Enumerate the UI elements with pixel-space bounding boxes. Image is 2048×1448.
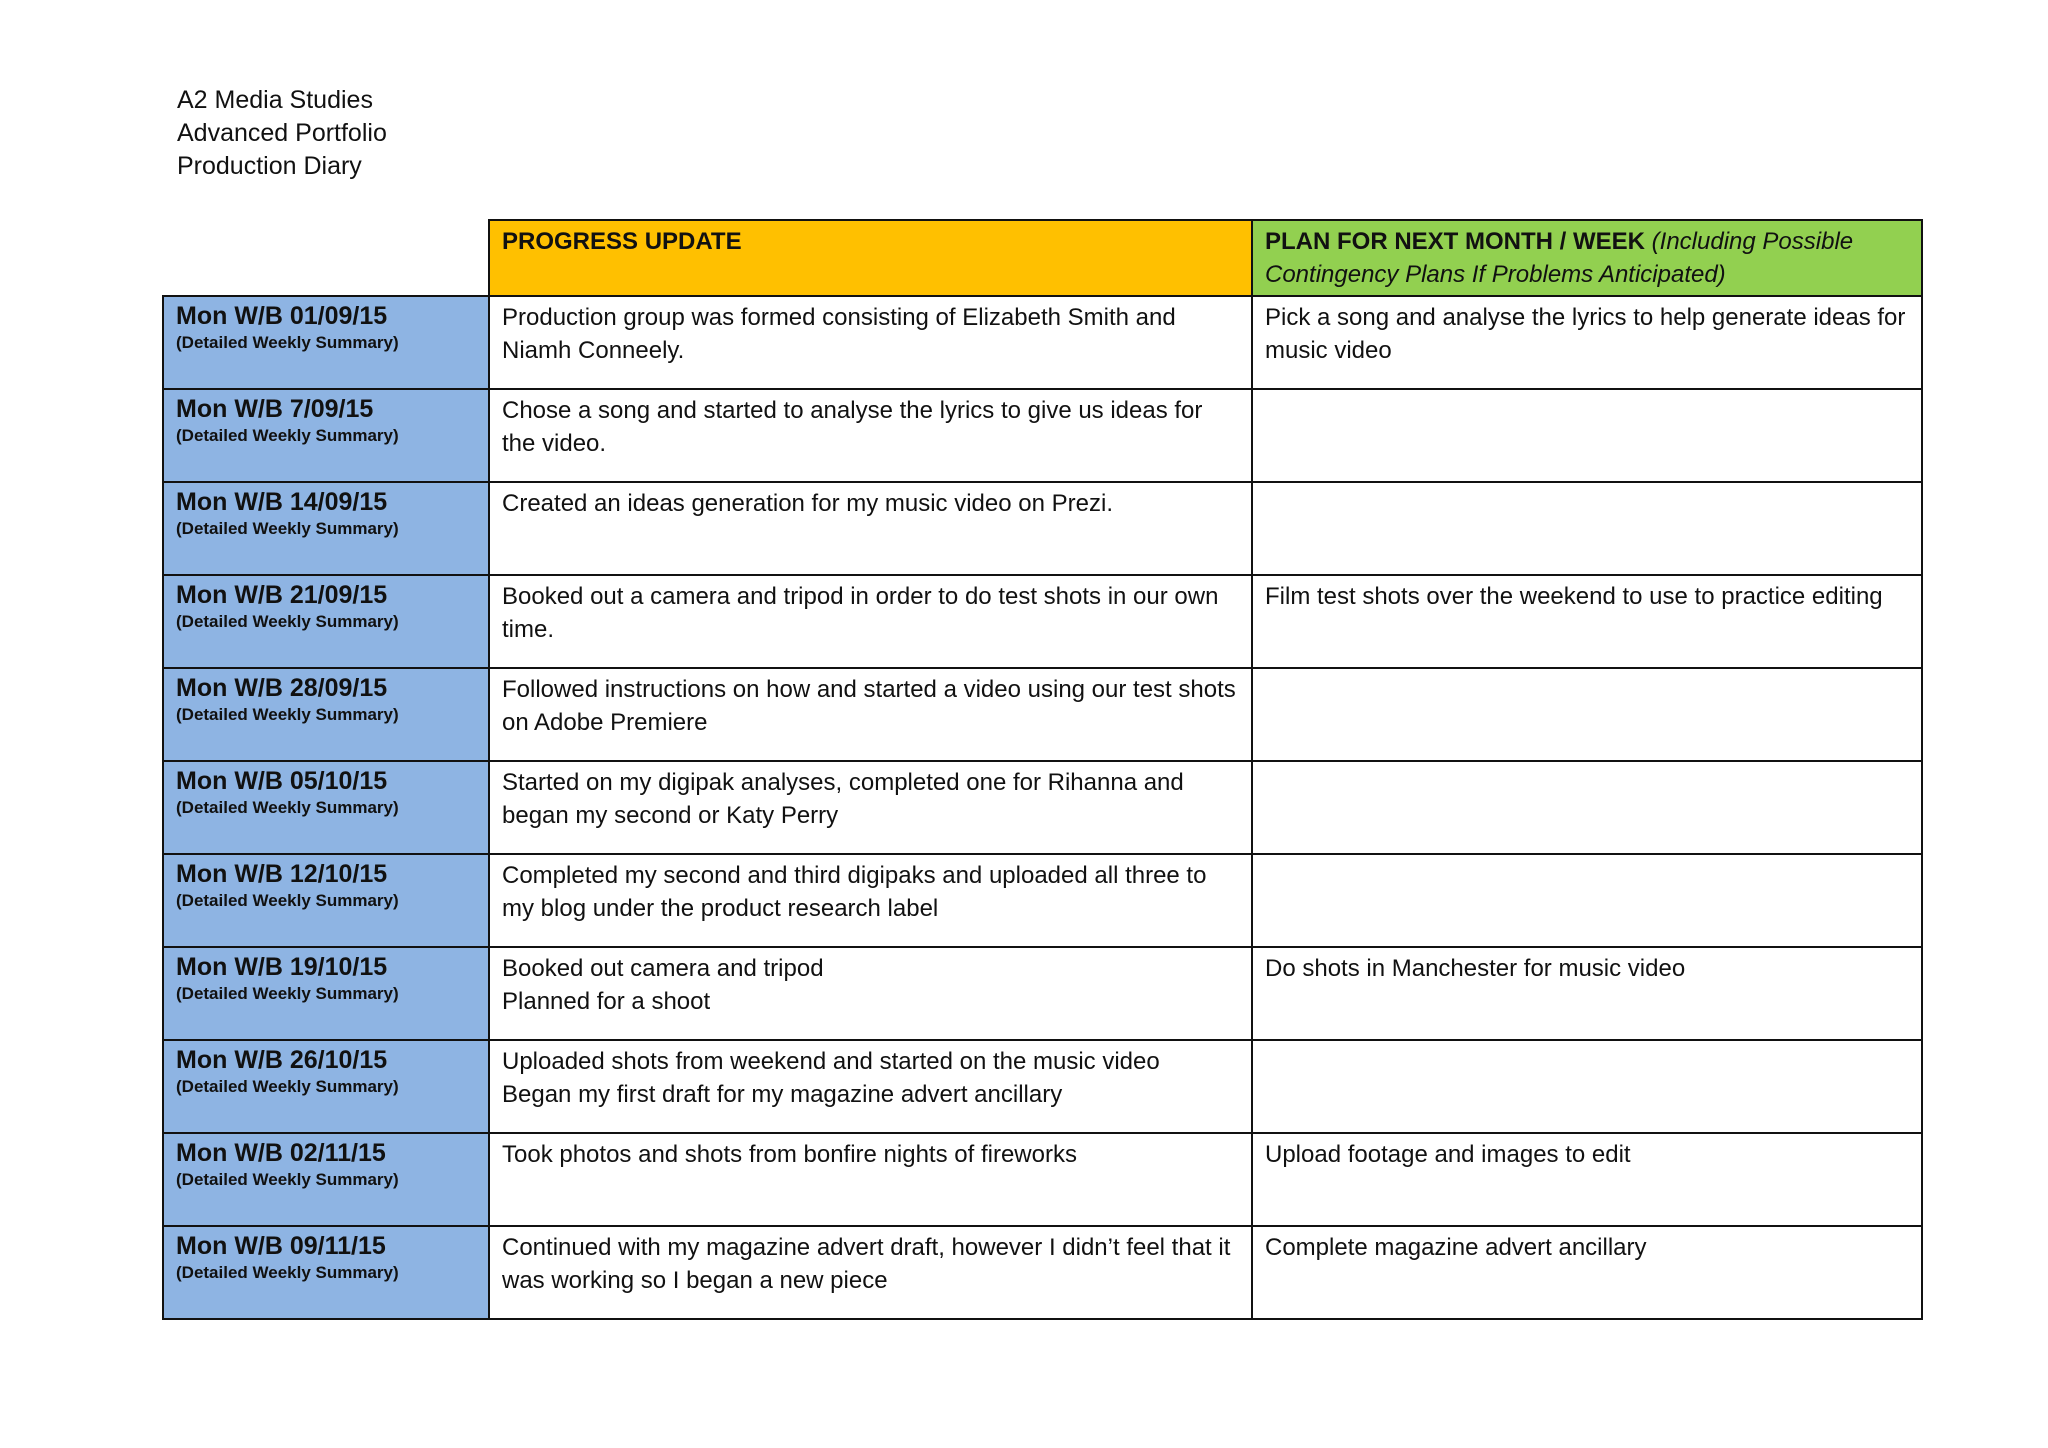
progress-cell bbox=[489, 761, 1252, 854]
week-label: Mon W/B 7/09/15 bbox=[176, 395, 374, 423]
heading-unit: Advanced Portfolio bbox=[177, 119, 387, 147]
plan-next-header bbox=[1252, 220, 1922, 296]
progress-text: Chose a song and started to analyse the lyrics to give us ideas for the video. bbox=[502, 397, 1203, 457]
heading-course: A2 Media Studies bbox=[177, 86, 373, 114]
progress-cell bbox=[489, 1133, 1252, 1226]
week-summary-label: (Detailed Weekly Summary) bbox=[176, 612, 399, 631]
table-row bbox=[163, 854, 1922, 947]
plan-text: Pick a song and analyse the lyrics to help generate ideas for music video bbox=[1265, 304, 1906, 364]
progress-text: Took photos and shots from bonfire nights of fireworks bbox=[502, 1141, 1077, 1168]
progress-cell bbox=[489, 1226, 1252, 1319]
plan-cell bbox=[1252, 575, 1922, 668]
plan-text: Complete magazine advert ancillary bbox=[1265, 1234, 1647, 1261]
plan-cell bbox=[1252, 1040, 1922, 1133]
progress-text: Booked out a camera and tripod in order to do test shots in our own time. bbox=[502, 583, 1219, 643]
table-row bbox=[163, 1226, 1922, 1319]
table-row bbox=[163, 296, 1922, 389]
plan-text: Film test shots over the weekend to use to practice editing bbox=[1265, 583, 1883, 610]
week-summary-label: (Detailed Weekly Summary) bbox=[176, 1170, 399, 1189]
progress-cell bbox=[489, 1040, 1252, 1133]
week-label: Mon W/B 09/11/15 bbox=[176, 1232, 386, 1260]
week-summary-label: (Detailed Weekly Summary) bbox=[176, 426, 399, 445]
plan-text: Upload footage and images to edit bbox=[1265, 1141, 1631, 1168]
plan-cell bbox=[1252, 389, 1922, 482]
week-summary-label: (Detailed Weekly Summary) bbox=[176, 798, 399, 817]
progress-text: Planned for a shoot bbox=[502, 988, 711, 1015]
week-cell bbox=[163, 947, 489, 1040]
progress-cell bbox=[489, 389, 1252, 482]
progress-text: Completed my second and third digipaks and uploaded all three to my blog under the product research label bbox=[502, 862, 1207, 922]
plan-cell bbox=[1252, 947, 1922, 1040]
plan-text: Do shots in Manchester for music video bbox=[1265, 955, 1686, 982]
diary-table-body bbox=[163, 220, 1922, 1319]
table-row bbox=[163, 389, 1922, 482]
week-summary-label: (Detailed Weekly Summary) bbox=[176, 984, 399, 1003]
week-cell bbox=[163, 389, 489, 482]
week-cell bbox=[163, 575, 489, 668]
week-label: Mon W/B 02/11/15 bbox=[176, 1139, 386, 1167]
plan-cell bbox=[1252, 668, 1922, 761]
progress-text: Started on my digipak analyses, completed one for Rihanna and began my second or Katy Perry bbox=[502, 769, 1184, 829]
week-cell bbox=[163, 761, 489, 854]
progress-cell bbox=[489, 482, 1252, 575]
document-heading bbox=[177, 84, 387, 183]
week-summary-label: (Detailed Weekly Summary) bbox=[176, 705, 399, 724]
week-cell bbox=[163, 1226, 489, 1319]
plan-cell bbox=[1252, 1226, 1922, 1319]
week-cell bbox=[163, 482, 489, 575]
week-label: Mon W/B 12/10/15 bbox=[176, 860, 388, 888]
table-row bbox=[163, 1133, 1922, 1226]
progress-cell bbox=[489, 575, 1252, 668]
table-row bbox=[163, 761, 1922, 854]
week-cell bbox=[163, 1040, 489, 1133]
progress-cell bbox=[489, 668, 1252, 761]
progress-text: Booked out camera and tripod bbox=[502, 955, 824, 982]
week-label: Mon W/B 21/09/15 bbox=[176, 581, 388, 609]
heading-title: Production Diary bbox=[177, 152, 362, 180]
progress-cell bbox=[489, 854, 1252, 947]
plan-cell bbox=[1252, 482, 1922, 575]
plan-cell bbox=[1252, 854, 1922, 947]
week-summary-label: (Detailed Weekly Summary) bbox=[176, 333, 399, 352]
table-row bbox=[163, 668, 1922, 761]
plan-header-note: (Including Possible Contingency Plans If Problems Anticipated) bbox=[1265, 228, 1854, 288]
progress-text: Continued with my magazine advert draft, however I didn’t feel that it was working so I began a new piece bbox=[502, 1234, 1231, 1294]
week-summary-label: (Detailed Weekly Summary) bbox=[176, 1263, 399, 1282]
week-summary-label: (Detailed Weekly Summary) bbox=[176, 891, 399, 910]
week-label: Mon W/B 05/10/15 bbox=[176, 767, 388, 795]
week-label: Mon W/B 19/10/15 bbox=[176, 953, 388, 981]
progress-text: Uploaded shots from weekend and started on the music video bbox=[502, 1048, 1160, 1075]
progress-text: Followed instructions on how and started a video using our test shots on Adobe Premiere bbox=[502, 676, 1236, 736]
progress-text: Created an ideas generation for my music video on Prezi. bbox=[502, 490, 1113, 517]
progress-cell bbox=[489, 296, 1252, 389]
plan-cell bbox=[1252, 296, 1922, 389]
week-label: Mon W/B 28/09/15 bbox=[176, 674, 388, 702]
week-summary-label: (Detailed Weekly Summary) bbox=[176, 519, 399, 538]
progress-update-header: PROGRESS UPDATE bbox=[489, 220, 1252, 296]
plan-header-main: PLAN FOR NEXT MONTH / WEEK bbox=[1265, 228, 1645, 255]
table-header-row bbox=[163, 220, 1922, 296]
table-row bbox=[163, 947, 1922, 1040]
progress-text: Began my first draft for my magazine advert ancillary bbox=[502, 1081, 1063, 1108]
week-cell bbox=[163, 668, 489, 761]
plan-cell bbox=[1252, 1133, 1922, 1226]
week-label: Mon W/B 26/10/15 bbox=[176, 1046, 388, 1074]
table-row bbox=[163, 1040, 1922, 1133]
progress-cell bbox=[489, 947, 1252, 1040]
header-blank-cell bbox=[163, 220, 489, 296]
table-row bbox=[163, 482, 1922, 575]
week-cell bbox=[163, 854, 489, 947]
table-row bbox=[163, 575, 1922, 668]
plan-cell bbox=[1252, 761, 1922, 854]
week-summary-label: (Detailed Weekly Summary) bbox=[176, 1077, 399, 1096]
week-label: Mon W/B 01/09/15 bbox=[176, 302, 388, 330]
production-diary-table bbox=[162, 219, 1923, 1320]
week-label: Mon W/B 14/09/15 bbox=[176, 488, 388, 516]
week-cell bbox=[163, 1133, 489, 1226]
progress-text: Production group was formed consisting of Elizabeth Smith and Niamh Conneely. bbox=[502, 304, 1176, 364]
week-cell bbox=[163, 296, 489, 389]
